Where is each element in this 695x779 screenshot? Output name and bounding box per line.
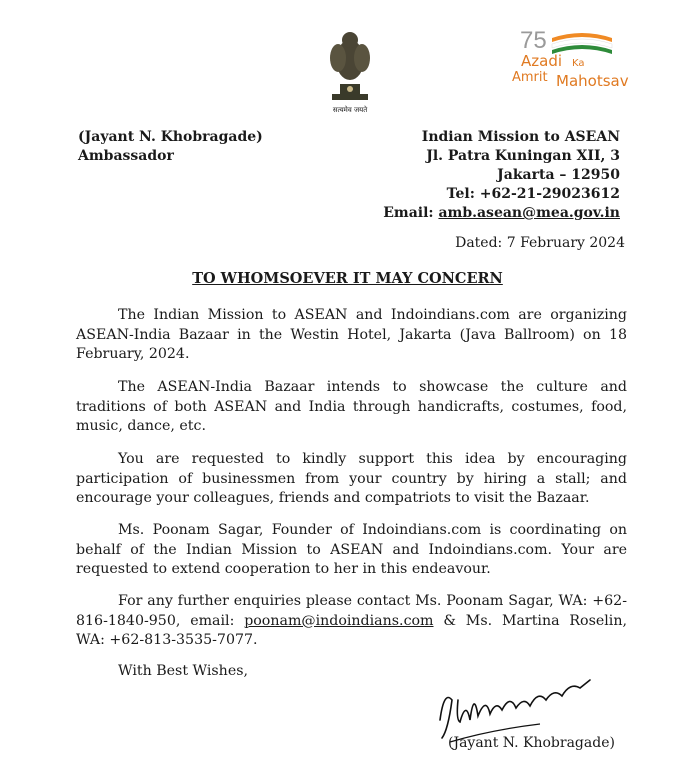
address-tel: Tel: +62-21-29023612 bbox=[446, 186, 620, 202]
address-city: Jakarta – 12950 bbox=[497, 167, 620, 183]
paragraph-4: Ms. Poonam Sagar, Founder of Indoindians.com is coordinating on behalf of the Indian Mission to ASEAN and Indoindians.com. Your are requested to extend cooperation to her in this endeavour. bbox=[76, 522, 627, 578]
address-email-link[interactable]: amb.asean@mea.gov.in bbox=[438, 205, 620, 221]
closing-line: With Best Wishes, bbox=[118, 663, 249, 679]
address-street: Jl. Patra Kuningan XII, 3 bbox=[426, 148, 620, 164]
national-emblem-icon bbox=[318, 24, 382, 112]
paragraph-5 bbox=[76, 592, 627, 651]
logo-numeral: 75 bbox=[520, 27, 547, 54]
signature-name: (Jayant N. Khobragade) bbox=[448, 735, 615, 751]
letter-date: Dated: 7 February 2024 bbox=[455, 235, 625, 251]
address-email-label: Email: bbox=[383, 205, 439, 221]
address-email-line bbox=[383, 204, 620, 223]
sender-title: Ambassador bbox=[78, 148, 174, 164]
emblem-motto: सत्यमेव जयते bbox=[332, 106, 368, 114]
logo-amrit: Amrit bbox=[512, 70, 548, 85]
paragraph-5-text-a: For any further enquiries please contact Ms. Poonam Sagar, WA: +62-816-1840-950, email: bbox=[76, 593, 627, 629]
logo-azadi: Azadi bbox=[521, 52, 563, 70]
logo-ka: Ka bbox=[572, 58, 585, 69]
address-block bbox=[383, 128, 620, 223]
address-org: Indian Mission to ASEAN bbox=[421, 129, 620, 145]
contact-email-link[interactable]: poonam@indoindians.com bbox=[244, 612, 434, 629]
sender-block bbox=[78, 128, 263, 166]
paragraph-3: You are requested to kindly support this idea by encouraging participation of businessmen from your country by hiring a stall; and encourage your colleagues, friends and compatriots to visit the Bazaar. bbox=[76, 451, 627, 507]
paragraph-5-text-b: & Ms. Martina Roselin, WA: +62-813-3535-7077. bbox=[76, 612, 627, 649]
letter-title: TO WHOMSOEVER IT MAY CONCERN bbox=[192, 270, 503, 287]
sender-name: (Jayant N. Khobragade) bbox=[78, 129, 263, 145]
logo-mahotsav: Mahotsav bbox=[556, 72, 629, 90]
paragraph-1: The Indian Mission to ASEAN and Indoindians.com are organizing ASEAN-India Bazaar in the Westin Hotel, Jakarta (Java Ballroom) on 18 February, 2024. bbox=[76, 307, 627, 363]
paragraph-2: The ASEAN-India Bazaar intends to showcase the culture and traditions of both ASEAN and India through handicrafts, costumes, food, music, dance, etc. bbox=[76, 379, 627, 435]
